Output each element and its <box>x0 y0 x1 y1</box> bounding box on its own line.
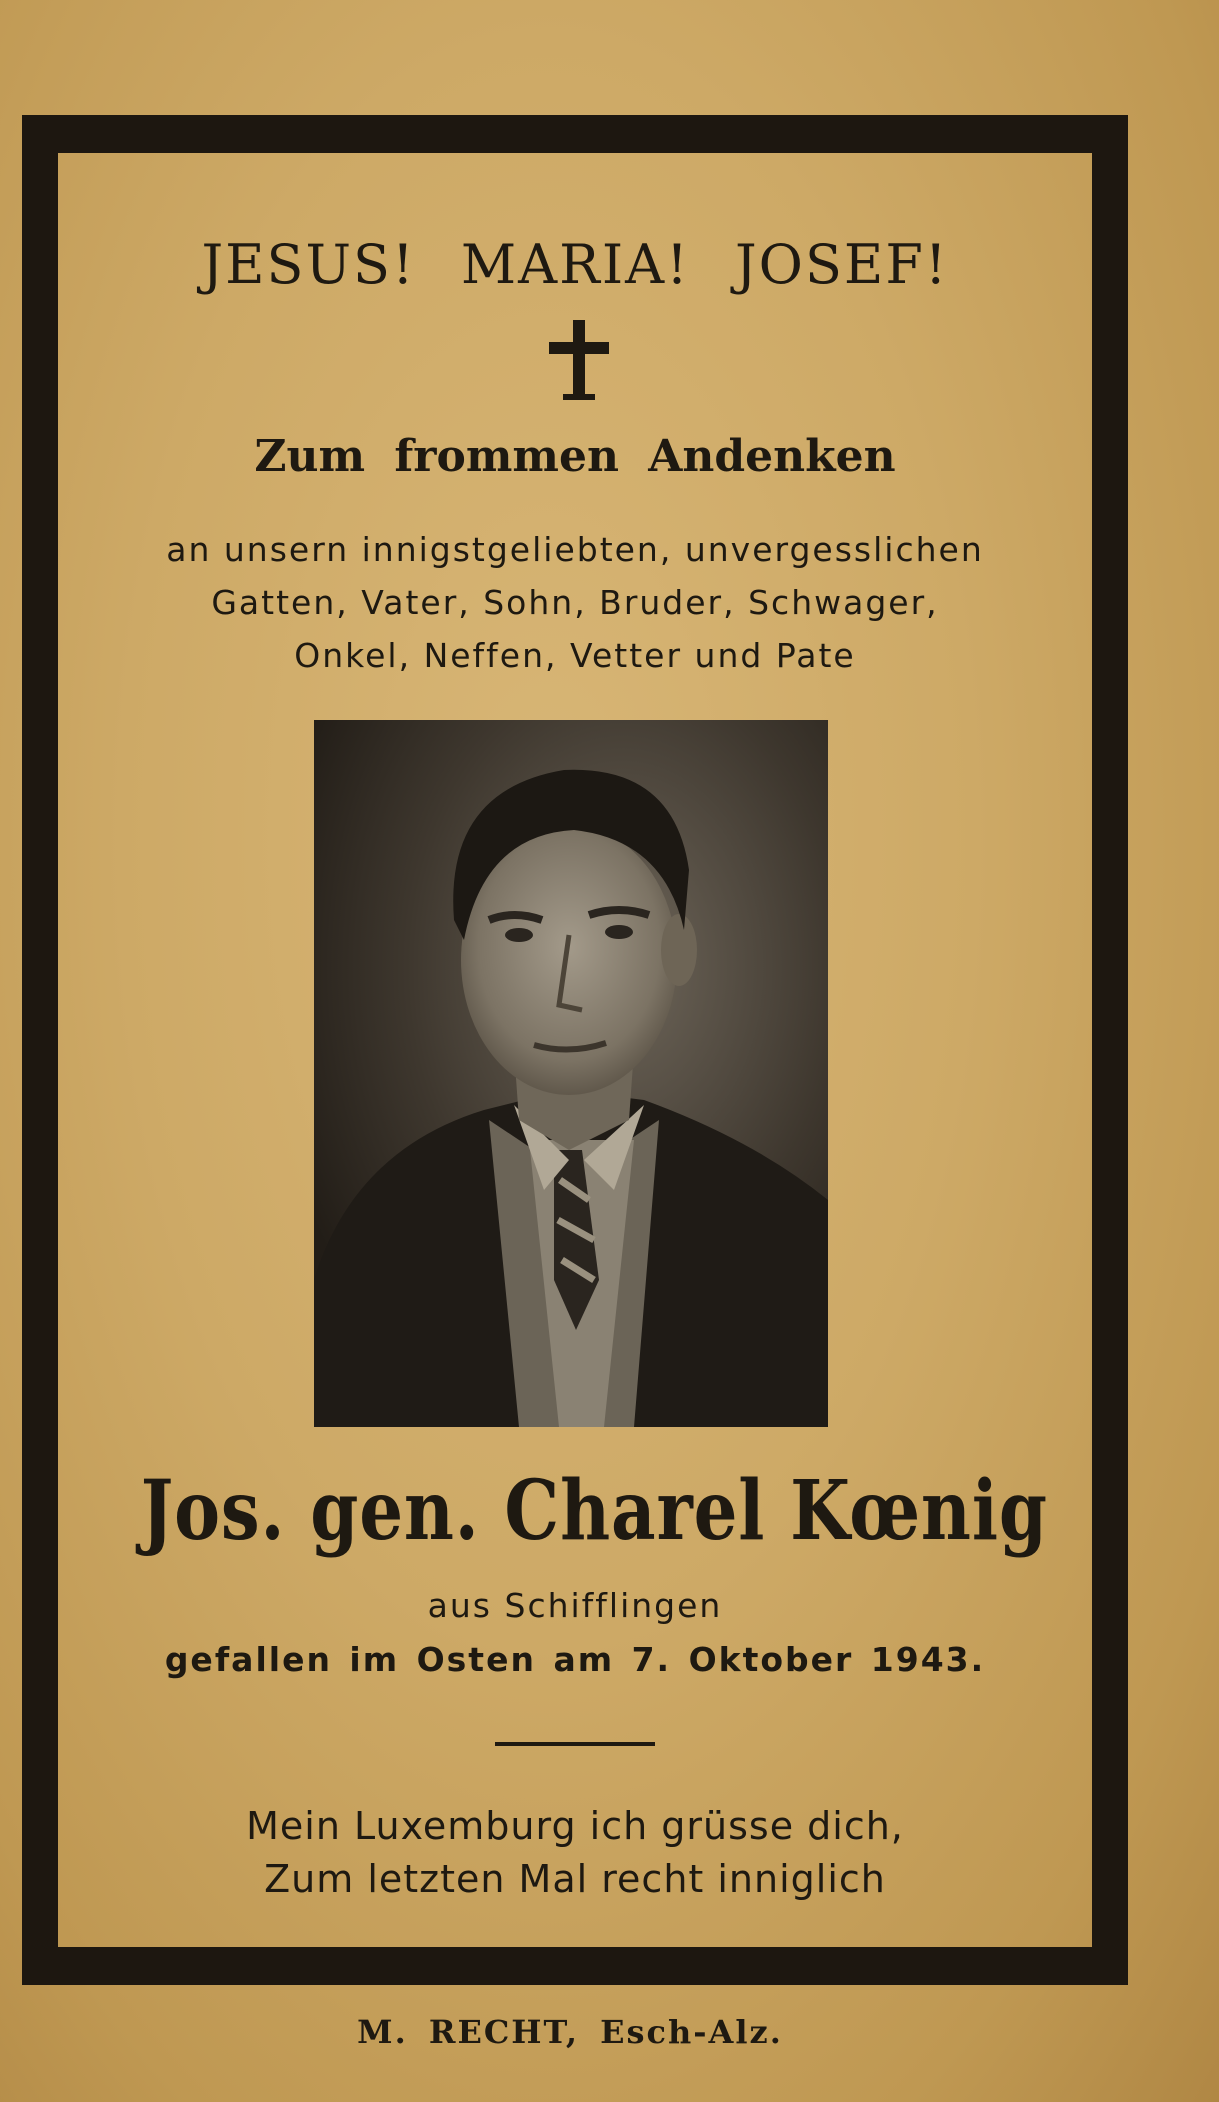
invocation-heading: JESUS! MARIA! JOSEF! <box>201 233 949 296</box>
verse-line: Zum letzten Mal recht inniglich <box>264 1857 886 1901</box>
relations-line: Gatten, Vater, Sohn, Bruder, Schwager, <box>211 583 939 622</box>
deceased-name: Jos. gen. Charel Kœnig <box>140 1463 1048 1559</box>
death-notice: gefallen im Osten am 7. Oktober 1943. <box>164 1640 986 1679</box>
verse-line: Mein Luxemburg ich grüsse dich, <box>246 1804 904 1848</box>
portrait-image <box>314 720 828 1427</box>
relations-text <box>58 523 1092 682</box>
portrait-photo <box>314 720 828 1427</box>
divider <box>495 1742 655 1746</box>
memorial-heading: Zum frommen Andenken <box>254 431 896 482</box>
origin-text: aus Schifflingen <box>427 1586 723 1625</box>
relations-line: an unsern innigstgeliebten, unvergesslichen <box>166 530 984 569</box>
relations-line: Onkel, Neffen, Vetter und Pate <box>294 636 856 675</box>
farewell-verse <box>58 1800 1092 1906</box>
card-content <box>58 153 1092 1947</box>
cross-icon <box>549 320 609 400</box>
printer-imprint: M. RECHT, Esch-Alz. <box>357 2013 783 2051</box>
